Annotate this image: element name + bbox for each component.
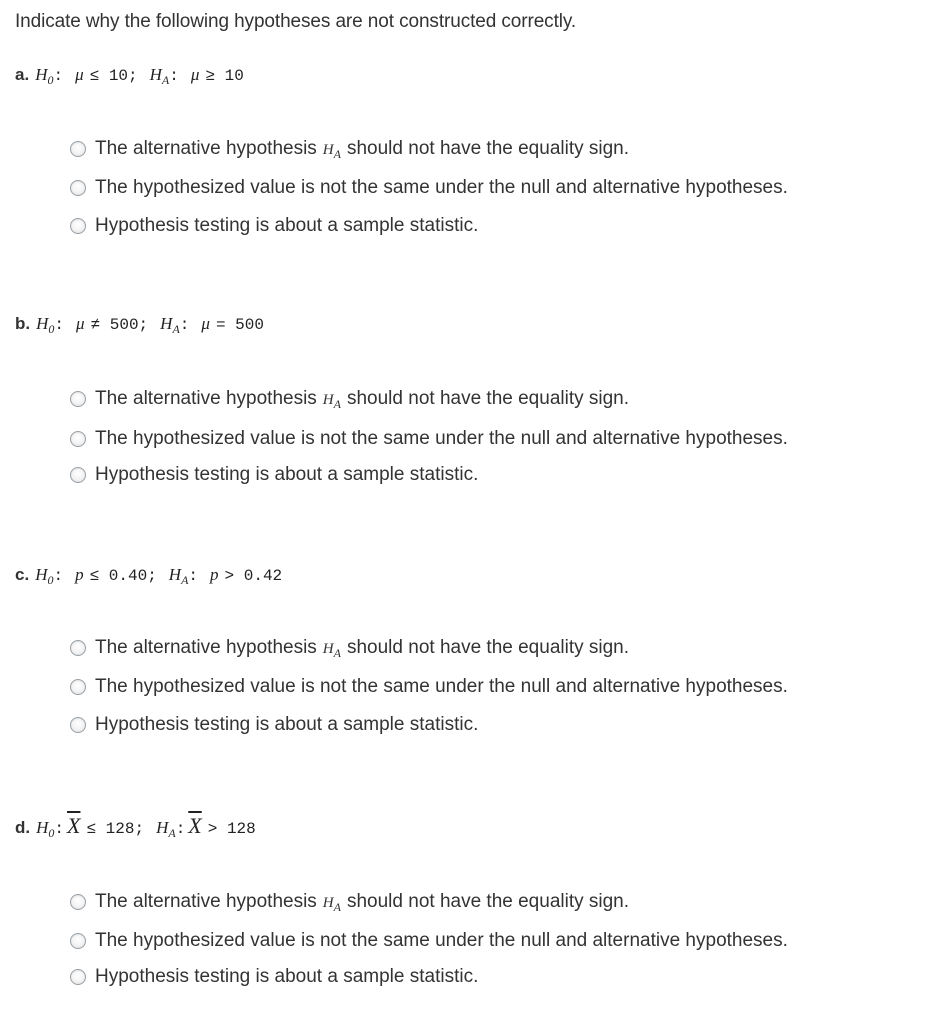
option-sample-statistic[interactable]: Hypothesis testing is about a sample statistic. <box>70 714 478 736</box>
null-parameter: μ <box>75 65 84 84</box>
alt-hypothesis-symbol: H <box>160 314 173 333</box>
null-parameter: μ <box>76 314 85 333</box>
radio-button[interactable] <box>70 894 86 910</box>
sample-mean-symbol: $\overline{X}$ <box>67 813 81 838</box>
null-hypothesis-symbol: H <box>35 65 48 84</box>
radio-button[interactable] <box>70 640 86 656</box>
option-hypothesized-value[interactable]: The hypothesized value is not the same under the null and alternative hypotheses. <box>70 676 788 698</box>
alt-relation: > 0.42 <box>224 567 283 585</box>
option-equality-sign[interactable]: The alternative hypothesis $H_A$ should not have the equality sign. <box>70 138 629 160</box>
option-sample-statistic[interactable]: Hypothesis testing is about a sample statistic. <box>70 966 478 988</box>
option-hypothesized-value[interactable]: The hypothesized value is not the same under the null and alternative hypotheses. <box>70 177 788 199</box>
question-label: a. <box>15 65 30 84</box>
alt-hypothesis-symbol: $H_A$ <box>322 141 341 161</box>
radio-button[interactable] <box>70 431 86 447</box>
null-relation: ≤ 0.40; <box>89 567 157 585</box>
alt-hypothesis-symbol: H <box>156 818 169 837</box>
option-equality-sign[interactable]: The alternative hypothesis $H_A$ should not have the equality sign. <box>70 637 629 659</box>
hypothesis-statement: a. H 0 : μ ≤ 10; H A : μ ≥ 10 <box>15 65 244 87</box>
question-label: b. <box>15 314 31 333</box>
null-hypothesis-symbol: H <box>36 314 49 333</box>
alt-hypothesis-subscript: A <box>181 573 189 587</box>
hypothesis-statement: d. H 0 : $\overline{X}$ ≤ 128; H A : $\overline{X}$ > 128 <box>15 813 256 840</box>
alt-hypothesis-subscript: A <box>172 322 180 336</box>
null-hypothesis-symbol: H <box>35 565 48 584</box>
option-equality-sign[interactable]: The alternative hypothesis $H_A$ should not have the equality sign. <box>70 388 629 410</box>
option-sample-statistic[interactable]: Hypothesis testing is about a sample statistic. <box>70 215 478 237</box>
sample-mean-symbol: $\overline{X}$ <box>188 813 202 838</box>
radio-button[interactable] <box>70 933 86 949</box>
radio-button[interactable] <box>70 180 86 196</box>
option-sample-statistic[interactable]: Hypothesis testing is about a sample statistic. <box>70 464 478 486</box>
alt-relation: = 500 <box>215 316 264 334</box>
alt-hypothesis-symbol: $H_A$ <box>322 894 341 914</box>
null-relation: ≤ 10; <box>89 67 138 85</box>
null-hypothesis-subscript: 0 <box>48 322 55 336</box>
question-label: d. <box>15 818 31 837</box>
option-equality-sign[interactable]: The alternative hypothesis $H_A$ should not have the equality sign. <box>70 891 629 913</box>
alt-parameter: μ <box>201 314 210 333</box>
null-hypothesis-symbol: H <box>36 818 49 837</box>
hypothesis-statement: c. H 0 : p ≤ 0.40; H A : p > 0.42 <box>15 565 283 587</box>
radio-button[interactable] <box>70 467 86 483</box>
alt-parameter: μ <box>190 65 200 84</box>
null-parameter: p <box>75 565 84 584</box>
alt-parameter: p <box>210 565 219 584</box>
option-hypothesized-value[interactable]: The hypothesized value is not the same under the null and alternative hypotheses. <box>70 930 788 952</box>
alt-hypothesis-symbol: H <box>168 565 182 584</box>
alt-hypothesis-subscript: A <box>161 73 170 87</box>
alt-hypothesis-subscript: A <box>168 826 176 840</box>
null-hypothesis-subscript: 0 <box>48 826 55 840</box>
alt-relation: ≥ 10 <box>205 67 244 85</box>
null-relation: ≠ 500; <box>90 316 149 334</box>
alt-hypothesis-symbol: H <box>149 65 162 84</box>
radio-button[interactable] <box>70 141 86 157</box>
radio-button[interactable] <box>70 969 86 985</box>
alt-hypothesis-symbol: $H_A$ <box>322 640 341 660</box>
alt-hypothesis-symbol: $H_A$ <box>322 391 341 411</box>
radio-button[interactable] <box>70 717 86 733</box>
null-hypothesis-subscript: 0 <box>47 573 54 587</box>
option-hypothesized-value[interactable]: The hypothesized value is not the same under the null and alternative hypotheses. <box>70 428 788 450</box>
alt-relation: > 128 <box>207 820 256 838</box>
radio-button[interactable] <box>70 218 86 234</box>
instruction-text: Indicate why the following hypotheses are not constructed correctly. <box>15 11 577 32</box>
radio-button[interactable] <box>70 391 86 407</box>
null-hypothesis-subscript: 0 <box>47 73 54 87</box>
question-label: c. <box>15 565 30 584</box>
radio-button[interactable] <box>70 679 86 695</box>
hypothesis-statement: b. H 0 : μ ≠ 500; H A : μ = 500 <box>15 314 264 336</box>
null-relation: ≤ 128; <box>86 820 145 838</box>
